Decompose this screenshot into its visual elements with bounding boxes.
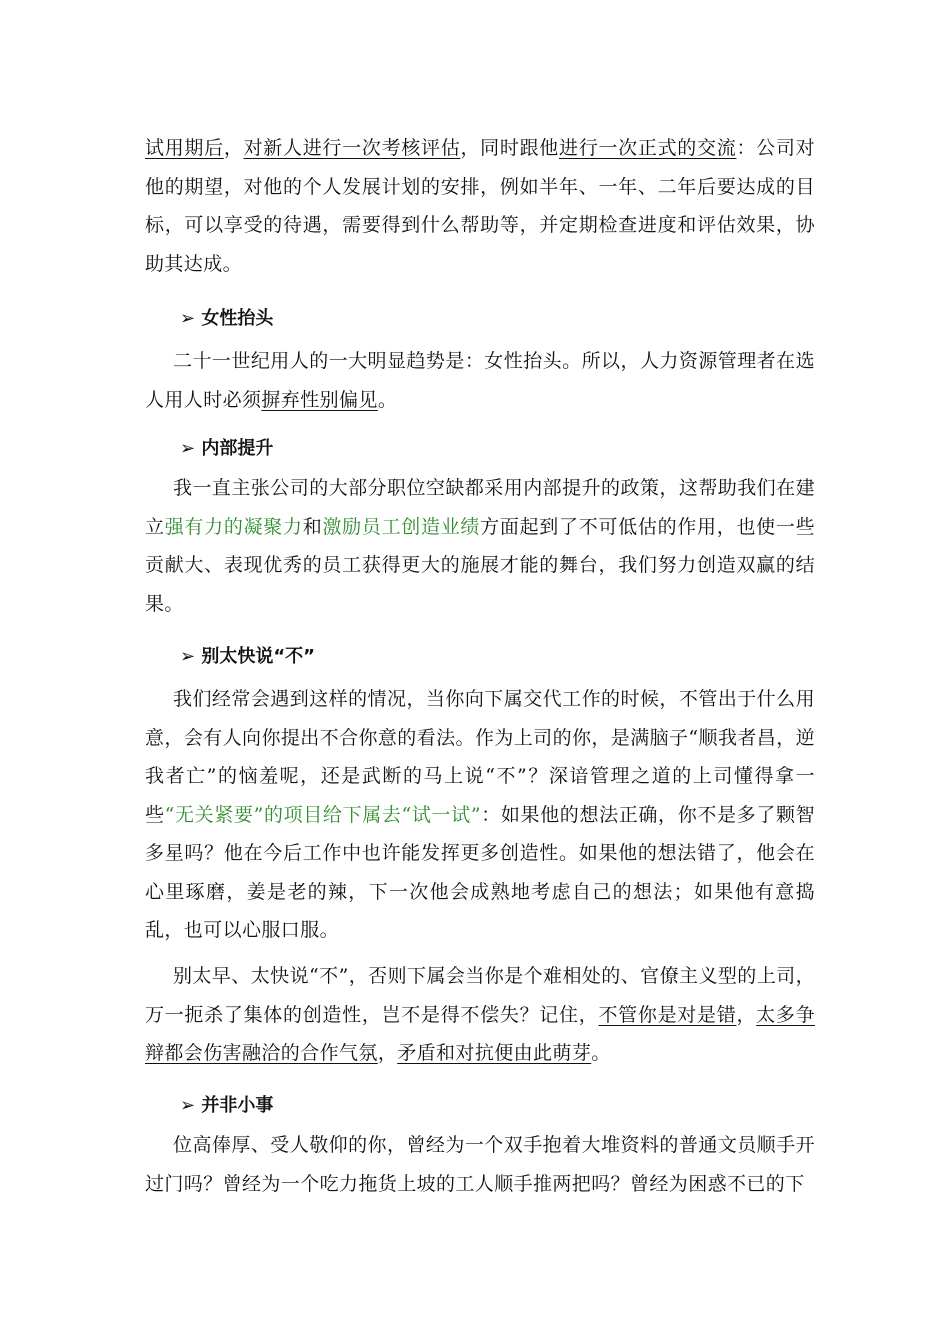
underlined-phrase: 对新人进行一次考核评估 <box>243 137 461 159</box>
paragraph-text: ， <box>736 1003 757 1026</box>
paragraph-text: 别太早、太快说“不”，否则下属会当你是个难相处的、官僚主义型的上司，万一扼杀了集体的创造性，岂不是得不偿失？记住， <box>145 965 815 1026</box>
paragraph-text: 和 <box>302 515 323 538</box>
underlined-phrase: 进行一次正式的交流 <box>559 137 737 159</box>
paragraph-probation-review <box>145 129 815 283</box>
paragraph-dont-say-no <box>145 680 815 950</box>
paragraph-text: ：如果他的想法正确，你不是多了颗智多星吗？他在今后工作中也许能发挥更多创造性。如果他的想法错了，他会在心里琢磨，姜是老的辣，下一次他会成熟地考虑自己的想法；如果他有意捣乱，也可以心服口服。 <box>145 803 815 941</box>
highlighted-phrase: 强有力的凝聚力 <box>164 515 303 538</box>
paragraph-text: 二十一世纪用人的一大明显趋势是：女性抬头。所以，人力资源管理者在选人用人时必须 <box>145 350 815 411</box>
paragraph-text: ：公司对他的期望，对他的个人发展计划的安排，例如半年、一年、二年后要达成的目标，可以享受的待遇，需要得到什么帮助等，并定期检查进度和评估效果，协助其达成。 <box>145 137 815 275</box>
paragraph-not-small-matter <box>145 1126 815 1203</box>
paragraph-text: ，同时跟他 <box>460 137 560 159</box>
paragraph-dont-say-no-2 <box>145 957 815 1073</box>
paragraph-text: ， <box>223 137 244 159</box>
paragraph-text: ， <box>377 1042 398 1064</box>
underlined-phrase: 不管你是对是错 <box>598 1003 737 1026</box>
paragraph-text: 。 <box>377 388 398 411</box>
highlighted-phrase: 激励员工创造业绩 <box>322 515 481 538</box>
underlined-phrase: 试用期后 <box>145 137 224 159</box>
paragraph-text: 我们经常会遇到这样的情况，当你向下属交代工作的时候，不管出于什么用意，会有人向你提出不合你意的看法。作为上司的你，是满脑子“顺我者昌，逆我者亡”的恼羞呢，还是武断的马上说“不”？深谙管理之道的上司懂得拿一些 <box>145 688 815 826</box>
section-heading-dont-say-no: ➢ 别太快说“不” <box>180 646 316 667</box>
underlined-phrase: 矛盾和对抗便由此萌芽 <box>397 1042 592 1064</box>
paragraph-text: 方面起到了不可低估的作用，也使一些贡献大、表现优秀的员工获得更大的施展才能的舞台，我们努力创造双赢的结果。 <box>145 515 815 615</box>
section-heading-not-small-matter: ➢ 并非小事 <box>180 1095 274 1116</box>
paragraph-text: 。 <box>591 1042 611 1064</box>
underlined-phrase: 摒弃性别偏见 <box>261 388 378 411</box>
section-heading-internal-promotion: ➢ 内部提升 <box>180 438 274 459</box>
section-heading-women-rising: ➢ 女性抬头 <box>180 308 274 329</box>
underlined-phrase: 太多争辩都会伤害融洽的合作气氛 <box>145 1003 816 1064</box>
highlighted-phrase: “无关紧要”的项目给下属去“试一试” <box>164 803 481 826</box>
paragraph-internal-promotion <box>145 469 815 623</box>
paragraph-text: 我一直主张公司的大部分职位空缺都采用内部提升的政策，这帮助我们在建立 <box>145 477 815 538</box>
paragraph-women-rising <box>145 342 815 419</box>
paragraph-text: 位高俸厚、受人敬仰的你，曾经为一个双手抱着大堆资料的普通文员顺手开过门吗？曾经为一个吃力拖货上坡的工人顺手推两把吗？曾经为困惑不已的下 <box>145 1134 815 1195</box>
